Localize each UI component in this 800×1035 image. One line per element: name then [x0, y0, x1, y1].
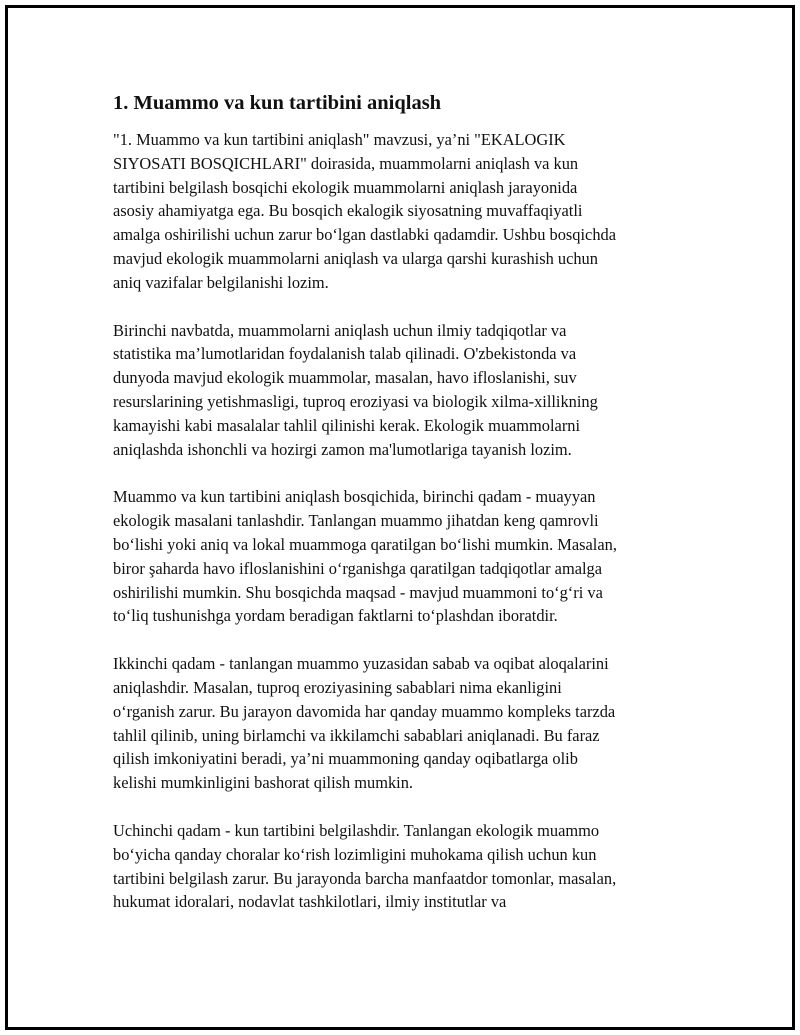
- text-line: aniqlashda ishonchli va hozirgi zamon ma'lumotlariga tayanish lozim.: [113, 439, 572, 459]
- section-heading: 1. Muammo va kun tartibini aniqlash: [113, 92, 442, 114]
- text-line: tahlil qilinib, uning birlamchi va ikkilamchi sabablari aniqlanadi. Bu faraz: [113, 725, 600, 745]
- paragraph-intro: [113, 128, 703, 295]
- text-line: biror şaharda havo ifloslanishini o‘rganishga qaratilgan tadqiqotlar amalga: [113, 558, 602, 578]
- text-line: Birinchi navbatda, muammolarni aniqlash uchun ilmiy tadqiqotlar va: [113, 320, 567, 340]
- text-line: aniqlashdir. Masalan, tuproq eroziyasining sabablari nima ekanligini: [113, 677, 562, 697]
- text-line: to‘liq tushunishga yordam beradigan faktlarni to‘plashdan iboratdir.: [113, 606, 558, 626]
- paragraph-problem-selection: [113, 485, 703, 628]
- text-line: statistika ma’lumotlaridan foydalanish talab qilinadi. O'zbekistonda va: [113, 344, 577, 364]
- text-line: qilish imkoniyatini beradi, ya’ni muammoning qanday oqibatlarga olib: [113, 749, 578, 769]
- paragraph-first-step: [113, 319, 703, 462]
- text-line: kamayishi kabi masalalar tahlil qilinishi kerak. Ekologik muammolarni: [113, 415, 581, 435]
- text-line: bo‘yicha qanday choralar ko‘rish lozimligini muhokama qilish uchun kun: [113, 844, 597, 864]
- text-line: tartibini belgilash bosqichi ekologik muammolarni aniqlash jarayonida: [113, 177, 578, 197]
- paragraph-third-step: [113, 819, 703, 914]
- text-line: resurslarining yetishmasligi, tuproq eroziyasi va biologik xilma-xillikning: [113, 391, 598, 411]
- text-line: kelishi mumkinligini bashorat qilish mumkin.: [113, 773, 414, 793]
- text-line: mavjud ekologik muammolarni aniqlash va ularga qarshi kurashish uchun: [113, 248, 598, 268]
- text-line: Ikkinchi qadam - tanlangan muammo yuzasidan sabab va oqibat aloqalarini: [113, 654, 609, 674]
- text-line: "1. Muammo va kun tartibini aniqlash" mavzusi, ya’ni "EKALOGIK: [113, 130, 566, 149]
- text-line: SIYOSATI BOSQICHLARI" doirasida, muammolarni aniqlash va kun: [113, 153, 579, 173]
- text-line: o‘rganish zarur. Bu jarayon davomida har qanday muammo kompleks tarzda: [113, 701, 616, 721]
- text-line: bo‘lishi yoki aniq va lokal muammoga qaratilgan bo‘lishi mumkin. Masalan,: [113, 534, 617, 554]
- document-body: [113, 90, 703, 938]
- text-line: tartibini belgilash zarur. Bu jarayonda barcha manfaatdor tomonlar, masalan,: [113, 868, 617, 888]
- text-line: dunyoda mavjud ekologik muammolar, masalan, havo ifloslanishi, suv: [113, 368, 577, 388]
- text-line: asosiy ahamiyatga ega. Bu bosqich ekalogik siyosatning muvaffaqiyatli: [113, 201, 583, 221]
- text-line: Uchinchi qadam - kun tartibini belgilashdir. Tanlangan ekologik muammo: [113, 820, 600, 840]
- text-line: hukumat idoralari, nodavlat tashkilotlari, ilmiy institutlar va: [113, 892, 507, 912]
- text-line: amalga oshirilishi uchun zarur bo‘lgan dastlabki qadamdir. Ushbu bosqichda: [113, 225, 616, 245]
- text-line: ekologik masalani tanlashdir. Tanlangan muammo jihatdan keng qamrovli: [113, 511, 599, 531]
- paragraph-second-step: [113, 652, 703, 795]
- text-line: Muammo va kun tartibini aniqlash bosqichida, birinchi qadam - muayyan: [113, 487, 596, 507]
- text-line: oshirilishi mumkin. Shu bosqichda maqsad - mavjud muammoni to‘g‘ri va: [113, 582, 603, 602]
- text-line: aniq vazifalar belgilanishi lozim.: [113, 272, 329, 292]
